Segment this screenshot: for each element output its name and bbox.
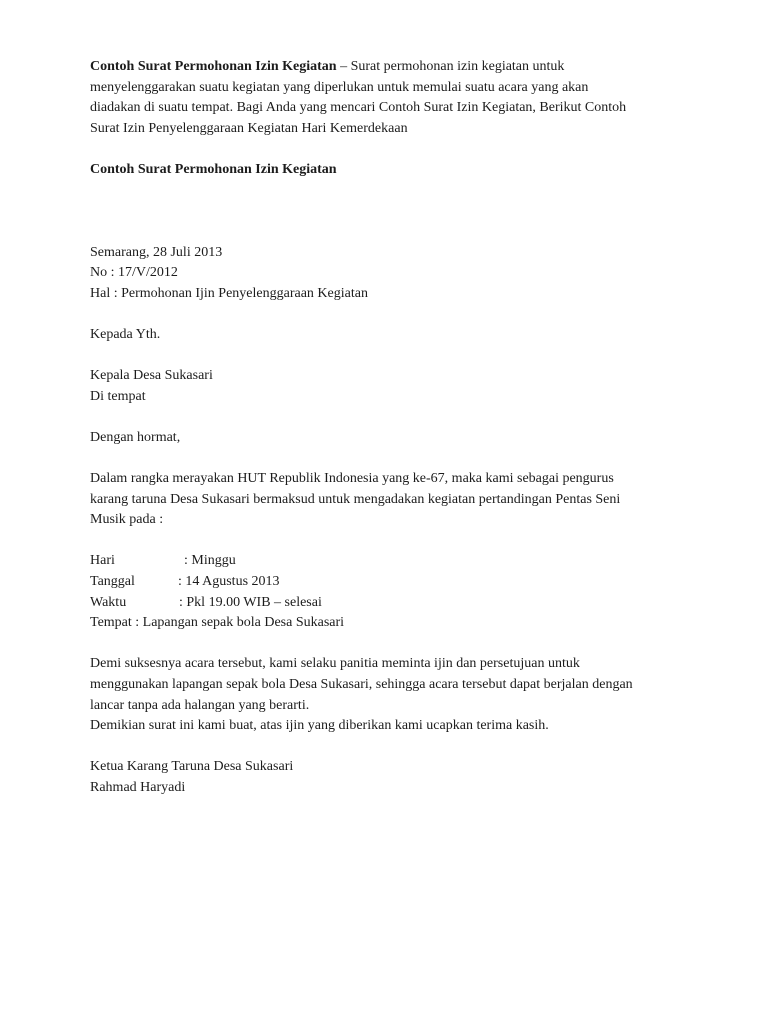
letter-subject: Hal : Permohonan Ijin Penyelenggaraan Kegiatan [90, 285, 368, 301]
intro-line-2: menyelenggarakan suatu kegiatan yang diperlukan untuk memulai suatu acara yang akan [90, 79, 589, 95]
section-heading-text: Contoh Surat Permohonan Izin Kegiatan [90, 161, 337, 177]
intro-line-4: Surat Izin Penyelenggaraan Kegiatan Hari Kemerdekaan [90, 120, 408, 136]
detail-tempat: Tempat : Lapangan sepak bola Desa Sukasari [90, 615, 345, 631]
letter-number: No : 17/V/2012 [90, 265, 178, 281]
signature-block [90, 757, 690, 798]
detail-tanggal [90, 572, 690, 593]
detail-hari [90, 551, 690, 572]
recipient-name: Kepala Desa Sukasari [90, 368, 213, 384]
body1-line: Musik pada : [90, 512, 164, 528]
greeting: Dengan hormat, [90, 429, 181, 445]
section-heading [90, 160, 690, 181]
place-date: Semarang, 28 Juli 2013 [90, 244, 223, 260]
detail-hari-value: : Minggu [184, 553, 236, 569]
body2-line: lancar tanpa ada halangan yang berarti. [90, 697, 310, 713]
body-paragraph-1 [90, 469, 690, 531]
addressee-salutation: Kepada Yth. [90, 326, 161, 342]
intro-paragraph [90, 57, 690, 139]
detail-tanggal-label: Tanggal [90, 574, 135, 590]
detail-waktu-label: Waktu [90, 594, 127, 610]
body1-line: karang taruna Desa Sukasari bermaksud untuk mengadakan kegiatan pertandingan Pentas Seni [90, 491, 621, 507]
detail-waktu [90, 593, 690, 614]
recipient-block [90, 366, 690, 407]
detail-hari-label: Hari [90, 553, 115, 569]
intro-text-1: Surat permohonan izin kegiatan untuk [350, 59, 565, 74]
body-paragraph-2 [90, 654, 690, 736]
recipient-place: Di tempat [90, 388, 146, 404]
body1-line: Dalam rangka merayakan HUT Republik Indonesia yang ke-67, maka kami sebagai pengurus [90, 471, 614, 487]
letter-header [90, 243, 690, 305]
event-details [90, 551, 690, 633]
intro-title: Contoh Surat Permohonan Izin Kegiatan [90, 59, 337, 74]
intro-line-1 [90, 57, 690, 78]
document-page [90, 57, 690, 799]
signatory-title: Ketua Karang Taruna Desa Sukasari [90, 759, 294, 775]
detail-waktu-value: : Pkl 19.00 WIB – selesai [179, 594, 322, 610]
body2-line: Demikian surat ini kami buat, atas ijin yang diberikan kami ucapkan terima kasih. [90, 718, 549, 734]
intro-line-3: diadakan di suatu tempat. Bagi Anda yang mencari Contoh Surat Izin Kegiatan, Berikut Contoh [90, 100, 627, 116]
body2-line: menggunakan lapangan sepak bola Desa Sukasari, sehingga acara tersebut dapat berjalan dengan [90, 677, 633, 693]
body2-line: Demi suksesnya acara tersebut, kami selaku panitia meminta ijin dan persetujuan untuk [90, 656, 580, 672]
detail-tanggal-value: : 14 Agustus 2013 [178, 574, 280, 590]
signatory-name: Rahmad Haryadi [90, 780, 186, 795]
intro-dash: – [336, 59, 351, 74]
